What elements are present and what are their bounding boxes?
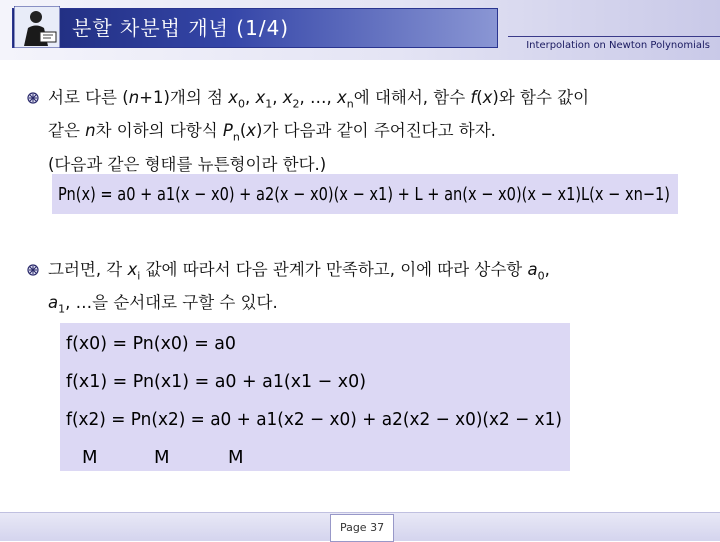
- bullet-2-line-1: 그러면, 각 $x_i$ 값에 따라서 다음 관계가 만족하고, 이에 따라 상수항 $a_0$,: [48, 260, 550, 283]
- header-divider: [508, 36, 720, 37]
- equations-2: [60, 323, 570, 471]
- equation-2-ellipsis-3: M: [228, 447, 244, 468]
- equation-2-ellipsis-1: M: [82, 447, 98, 468]
- presenter-logo-icon: [14, 6, 60, 48]
- header-subtitle: Interpolation on Newton Polynomials: [526, 40, 710, 51]
- equation-2-line-3: f(x2) = Pn(x2) = a0 + a1(x2 − x0) + a2(x2 − x0)(x2 − x1): [66, 409, 562, 430]
- bullet-2-line-2: $a_1$, …을 순서대로 구할 수 있다.: [48, 293, 278, 316]
- bullet-1-line-1: 서로 다른 (n+1)개의 점 $x_0$, $x_1$, $x_2$, …, $x_n$에 대해서, 함수 f(x)와 함수 값이: [48, 88, 590, 111]
- equation-2-ellipsis-2: M: [154, 447, 170, 468]
- bullet-icon: [26, 91, 40, 105]
- bullet-1-line-2: 같은 n차 이하의 다항식 $P_n(x)$가 다음과 같이 주어진다고 하자.: [48, 121, 496, 144]
- equation-1: [52, 174, 678, 214]
- equation-1-text: Pn(x) = a0 + a1(x − x0) + a2(x − x0)(x − x1) + L + an(x − x0)(x − x1)L(x − xn−1): [58, 184, 670, 205]
- bullet-1-text: [48, 84, 589, 178]
- page-number: Page 37: [330, 514, 394, 542]
- page-title: 분할 차분법 개념 (1/4): [72, 16, 290, 40]
- equation-2-line-1: f(x0) = Pn(x0) = a0: [66, 333, 236, 354]
- equation-2-line-2: f(x1) = Pn(x1) = a0 + a1(x1 − x0): [66, 371, 366, 392]
- bullet-2-text: [48, 256, 550, 323]
- bullet-icon: [26, 263, 40, 277]
- bullet-1-line-3: (다음과 같은 형태를 뉴튼형이라 한다.): [48, 154, 327, 174]
